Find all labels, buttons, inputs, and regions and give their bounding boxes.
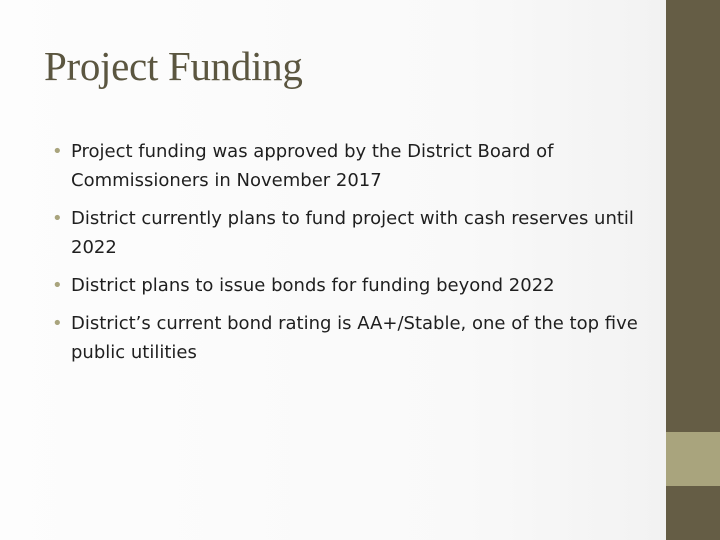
bullet-item [52, 204, 652, 262]
slide-title: Project Funding [44, 43, 303, 89]
bullet-icon: • [52, 275, 63, 296]
bullet-text: District’s current bond rating is AA+/Stable, one of the top five public utilities [71, 313, 638, 363]
bullet-text: District plans to issue bonds for funding beyond 2022 [71, 275, 555, 296]
bullet-icon: • [52, 313, 63, 334]
bullet-item [52, 137, 652, 195]
bullet-text: Project funding was approved by the District Board of Commissioners in November 2017 [71, 141, 554, 191]
sidebar-accent-block [666, 432, 720, 486]
bullet-icon: • [52, 208, 63, 229]
bullet-item [52, 309, 652, 367]
bullet-text: District currently plans to fund project with cash reserves until 2022 [71, 208, 634, 258]
sidebar-accent-top [666, 0, 720, 432]
bullet-list [52, 137, 652, 376]
bullet-icon: • [52, 141, 63, 162]
sidebar-accent-bottom [666, 486, 720, 540]
bullet-item [52, 271, 652, 300]
